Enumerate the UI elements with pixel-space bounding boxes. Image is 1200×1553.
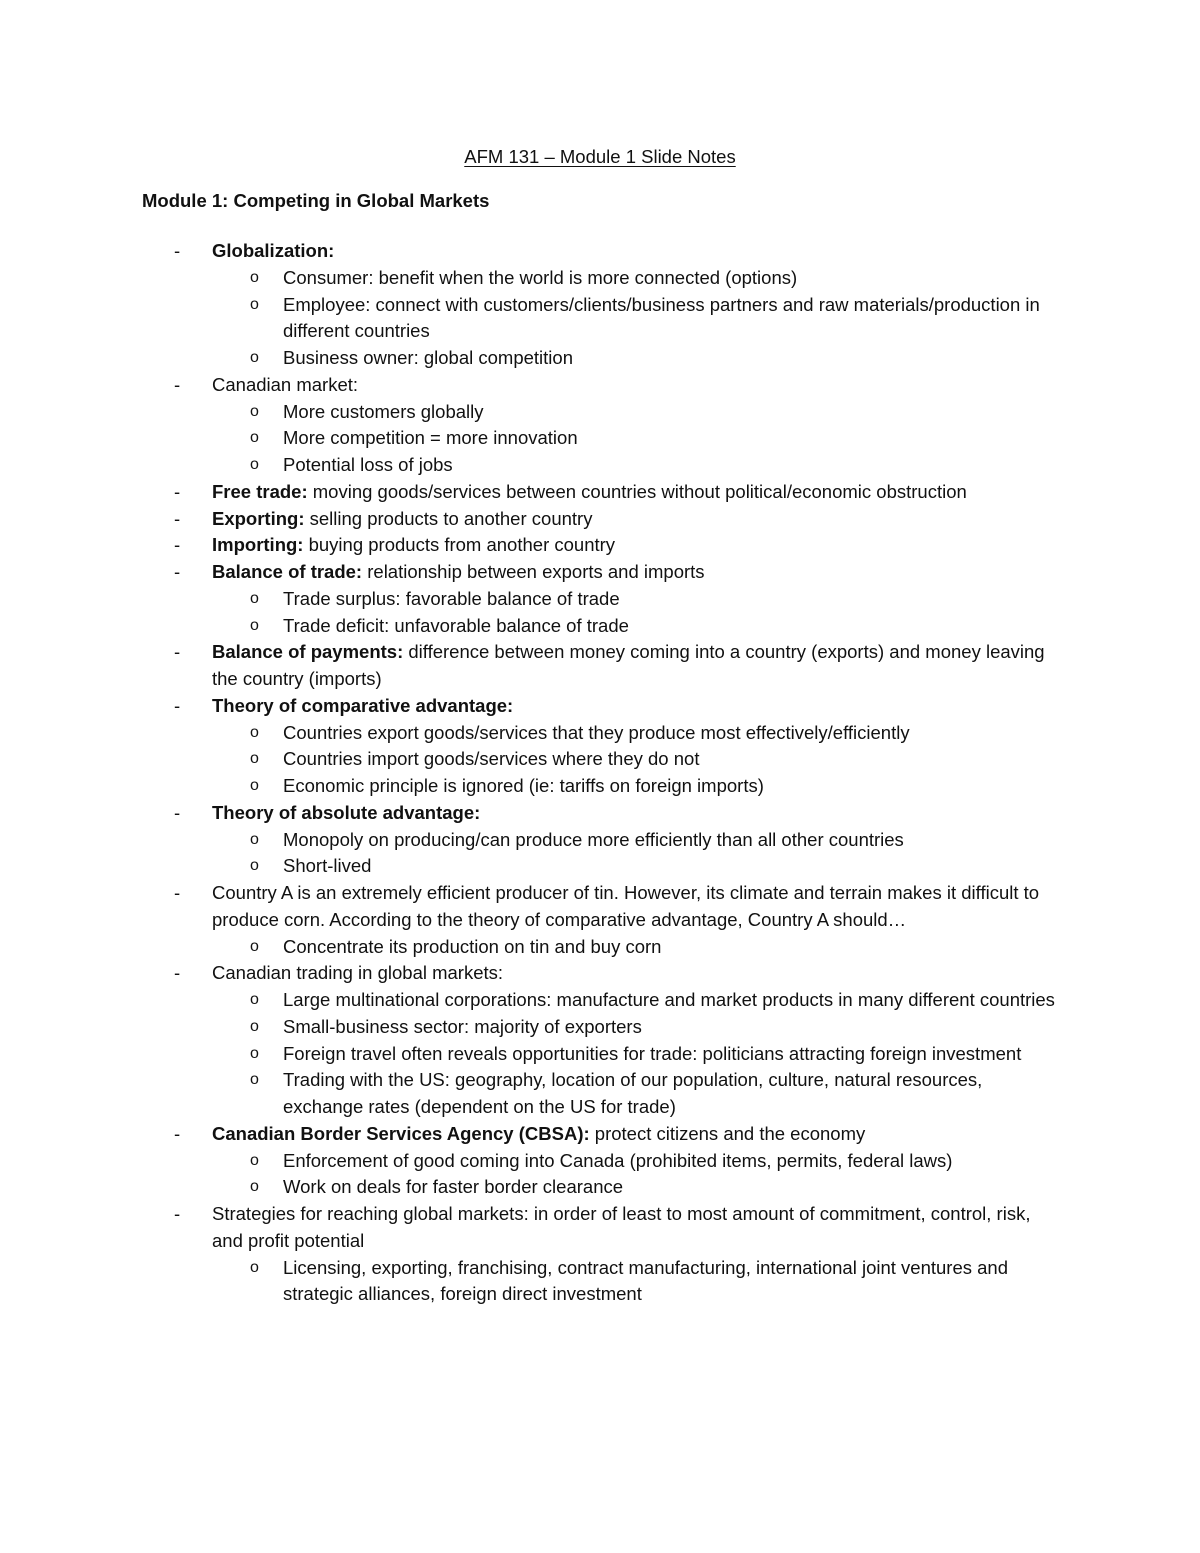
circle-bullet-icon: o — [250, 1258, 259, 1276]
dash-bullet-icon: - — [174, 801, 181, 823]
sub-bullet-item — [0, 934, 1063, 961]
item-term: Exporting: — [212, 507, 305, 529]
sub-bullet-item — [0, 1041, 1063, 1068]
dash-bullet-icon: - — [174, 480, 181, 502]
item-text: moving goods/services between countries without political/economic obstruction — [307, 480, 967, 502]
circle-bullet-icon: o — [250, 295, 259, 313]
sub-item-text: Large multinational corporations: manufacture and market products in many different countries — [283, 989, 1055, 1010]
sub-bullet-item — [0, 613, 1063, 640]
circle-bullet-icon: o — [250, 830, 259, 848]
item-term: Theory of absolute advantage: — [212, 801, 481, 823]
item-text: buying products from another country — [303, 534, 616, 556]
circle-bullet-icon: o — [250, 402, 259, 420]
sub-item-text: Short-lived — [283, 855, 372, 877]
sub-bullet-item — [0, 1148, 1063, 1175]
sub-item-text: Countries export goods/services that they produce most effectively/efficiently — [283, 721, 910, 743]
dash-bullet-icon: - — [174, 507, 181, 529]
sub-bullet-item — [0, 452, 1063, 479]
bullet-item — [0, 800, 1062, 827]
module-heading: Module 1: Competing in Global Markets — [142, 190, 490, 211]
circle-bullet-icon: o — [250, 1178, 259, 1196]
sub-bullet-item — [0, 1067, 1063, 1121]
circle-bullet-icon: o — [250, 857, 259, 875]
sub-item-text: More competition = more innovation — [283, 427, 578, 449]
item-term: Balance of trade: — [212, 561, 363, 582]
sub-item-text: More customers globally — [283, 400, 484, 422]
item-term: Balance of payments: — [212, 641, 404, 663]
circle-bullet-icon: o — [250, 1071, 259, 1089]
sub-item-text: Work on deals for faster border clearance — [283, 1176, 624, 1198]
item-text: selling products to another country — [304, 507, 593, 529]
item-text: Country A is an extremely efficient producer of tin. However, its climate and terrain makes it difficult to produce corn. According to the theory of comparative advantage, Country A should… — [212, 882, 1040, 930]
circle-bullet-icon: o — [250, 723, 259, 741]
circle-bullet-icon: o — [250, 1044, 259, 1062]
circle-bullet-icon: o — [250, 750, 259, 768]
sub-bullet-item — [0, 586, 1063, 613]
item-text: difference between money coming into a country (exports) and money leaving the country (imports) — [212, 641, 1045, 689]
circle-bullet-icon: o — [250, 1151, 259, 1169]
bullet-item — [0, 559, 1062, 586]
circle-bullet-icon: o — [250, 616, 259, 634]
sub-bullet-item — [0, 1014, 1063, 1041]
sub-bullet-item — [0, 987, 1063, 1014]
sub-item-text: Monopoly on producing/can produce more efficiently than all other countries — [283, 828, 904, 850]
notes-list — [0, 238, 1200, 1308]
dash-bullet-icon: - — [174, 240, 181, 261]
sub-bullet-item — [0, 292, 1063, 346]
circle-bullet-icon: o — [250, 429, 259, 447]
bullet-item — [0, 506, 1062, 533]
dash-bullet-icon: - — [174, 882, 181, 903]
sub-bullet-item — [0, 345, 1063, 372]
dash-bullet-icon: - — [174, 1122, 181, 1144]
circle-bullet-icon: o — [250, 589, 259, 607]
circle-bullet-icon: o — [250, 1017, 259, 1035]
item-text: Strategies for reaching global markets: in order of least to most amount of commitment, control, risk, and profit potential — [212, 1203, 1031, 1251]
circle-bullet-icon: o — [250, 991, 259, 1008]
item-text: Canadian trading in global markets: — [212, 962, 504, 984]
circle-bullet-icon: o — [250, 777, 259, 794]
dash-bullet-icon: - — [174, 694, 181, 716]
sub-bullet-item — [0, 746, 1063, 773]
item-term: Free trade: — [212, 480, 308, 502]
dash-bullet-icon: - — [174, 962, 181, 984]
sub-item-text: Enforcement of good coming into Canada (prohibited items, permits, federal laws) — [283, 1149, 953, 1171]
item-text: Canadian market: — [212, 373, 359, 395]
circle-bullet-icon: o — [250, 937, 259, 955]
sub-item-text: Economic principle is ignored (ie: tariffs on foreign imports) — [283, 775, 764, 796]
sub-bullet-item — [0, 720, 1063, 747]
page-title: AFM 131 – Module 1 Slide Notes — [464, 146, 736, 167]
sub-item-text: Trade deficit: unfavorable balance of trade — [283, 614, 629, 636]
bullet-item — [0, 372, 1062, 399]
item-term: Canadian Border Services Agency (CBSA): — [212, 1122, 590, 1144]
item-term: Globalization: — [212, 240, 335, 261]
sub-item-text: Licensing, exporting, franchising, contract manufacturing, international joint ventures and strategic alliances, foreign direct investment — [283, 1256, 1009, 1305]
item-text: protect citizens and the economy — [589, 1122, 866, 1144]
sub-bullet-item — [0, 1255, 1063, 1309]
sub-bullet-item — [0, 773, 1063, 800]
sub-item-text: Trading with the US: geography, location of our population, culture, natural resources, exchange rates (dependent on the US for trade) — [283, 1069, 983, 1117]
item-text: relationship between exports and imports — [362, 561, 705, 582]
sub-bullet-item — [0, 265, 1063, 292]
circle-bullet-icon: o — [250, 349, 259, 366]
item-term: Theory of comparative advantage: — [212, 694, 514, 716]
bullet-item — [0, 479, 1062, 506]
bullet-item — [0, 693, 1062, 720]
sub-item-text: Employee: connect with customers/clients/business partners and raw materials/production in different countries — [283, 293, 1040, 342]
sub-item-text: Countries import goods/services where they do not — [283, 748, 700, 770]
dash-bullet-icon: - — [174, 1203, 181, 1224]
sub-bullet-item — [0, 1174, 1063, 1201]
item-term: Importing: — [212, 534, 304, 556]
sub-bullet-item — [0, 425, 1063, 452]
bullet-item — [0, 1201, 1062, 1255]
sub-item-text: Foreign travel often reveals opportunities for trade: politicians attracting foreign investment — [283, 1042, 1022, 1064]
circle-bullet-icon: o — [250, 456, 259, 473]
sub-item-text: Consumer: benefit when the world is more connected (options) — [283, 266, 798, 288]
bullet-item — [0, 532, 1062, 559]
sub-item-text: Small-business sector: majority of exporters — [283, 1015, 642, 1037]
bullet-item — [0, 960, 1062, 987]
sub-item-text: Concentrate its production on tin and buy corn — [283, 935, 662, 957]
sub-bullet-item — [0, 827, 1063, 854]
sub-item-text: Business owner: global competition — [283, 347, 573, 368]
dash-bullet-icon: - — [174, 641, 181, 663]
dash-bullet-icon: - — [174, 561, 181, 582]
bullet-item — [0, 880, 1062, 934]
sub-item-text: Trade surplus: favorable balance of trade — [283, 587, 620, 609]
bullet-item — [0, 639, 1062, 693]
bullet-item — [0, 238, 1062, 265]
sub-bullet-item — [0, 399, 1063, 426]
circle-bullet-icon: o — [250, 268, 259, 286]
sub-bullet-item — [0, 853, 1063, 880]
dash-bullet-icon: - — [174, 373, 181, 395]
bullet-item — [0, 1121, 1062, 1148]
sub-item-text: Potential loss of jobs — [283, 454, 453, 475]
dash-bullet-icon: - — [174, 534, 181, 556]
